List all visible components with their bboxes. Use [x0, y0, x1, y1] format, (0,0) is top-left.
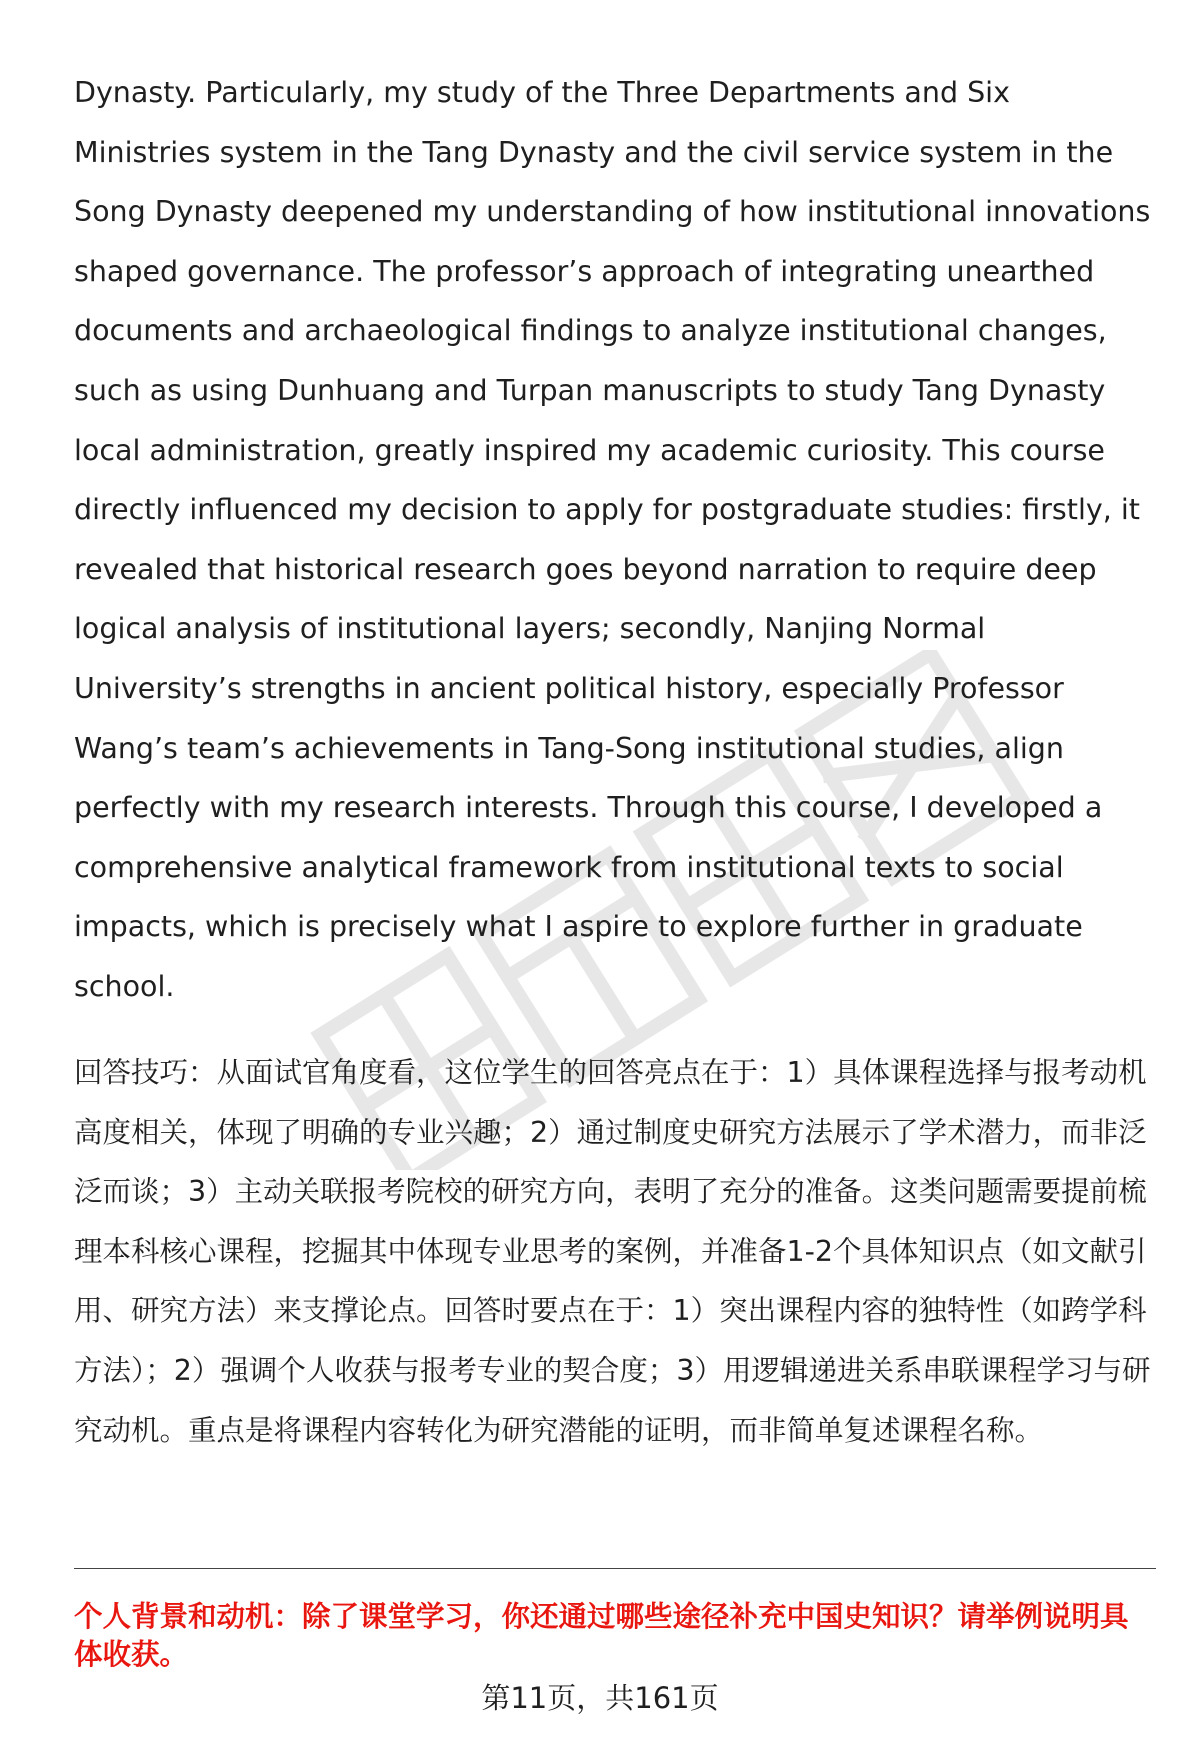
section-divider [74, 1568, 1156, 1569]
answer-tips-paragraph: 回答技巧：从面试官角度看，这位学生的回答亮点在于：1）具体课程选择与报考动机高度相关，体现了明确的专业兴趣；2）通过制度史研究方法展示了学术潜力，而非泛泛而谈；3）主动关联报考院校的研究方向，表明了充分的准备。这类问题需要提前梳理本科核心课程，挖掘其中体现专业思考的案例，并准备1-2个具体知识点（如文献引用、研究方法）来支撑论点。回答时要点在于：1）突出课程内容的独特性（如跨学科方法）；2）强调个人收获与报考专业的契合度；3）用逻辑递进关系串联课程学习与研究动机。重点是将课程内容转化为研究潜能的证明，而非简单复述课程名称。 [74, 1056, 1151, 1447]
question-heading: 个人背景和动机：除了课堂学习，你还通过哪些途径补充中国史知识？请举例说明具体收获。 [74, 1600, 1129, 1671]
essay-paragraph: Dynasty. Particularly, my study of the Three Departments and Six Ministries system in the Tang Dynasty and the civil service system in the Song Dynasty deepened my understanding of how institutional innovations shaped governance. The professor’s approach of integrating unearthed documents and archaeological findings to analyze institutional changes, such as using Dunhuang and Turpan manuscripts to study Tang Dynasty local administration, greatly inspired my academic curiosity. This course directly influenced my decision to apply for postgraduate studies: firstly, it revealed that historical research goes beyond narration to require deep logical analysis of institutional layers; secondly, Nanjing Normal University’s strengths in ancient political history, especially Professor Wang’s team’s achievements in Tang-Song institutional studies, align perfectly with my research interests. Through this course, I developed a comprehensive analytical framework from institutional texts to social impacts, which is precisely what I aspire to explore further in graduate school. [74, 76, 1151, 1003]
page-number: 第11页，共161页 [481, 1681, 719, 1715]
